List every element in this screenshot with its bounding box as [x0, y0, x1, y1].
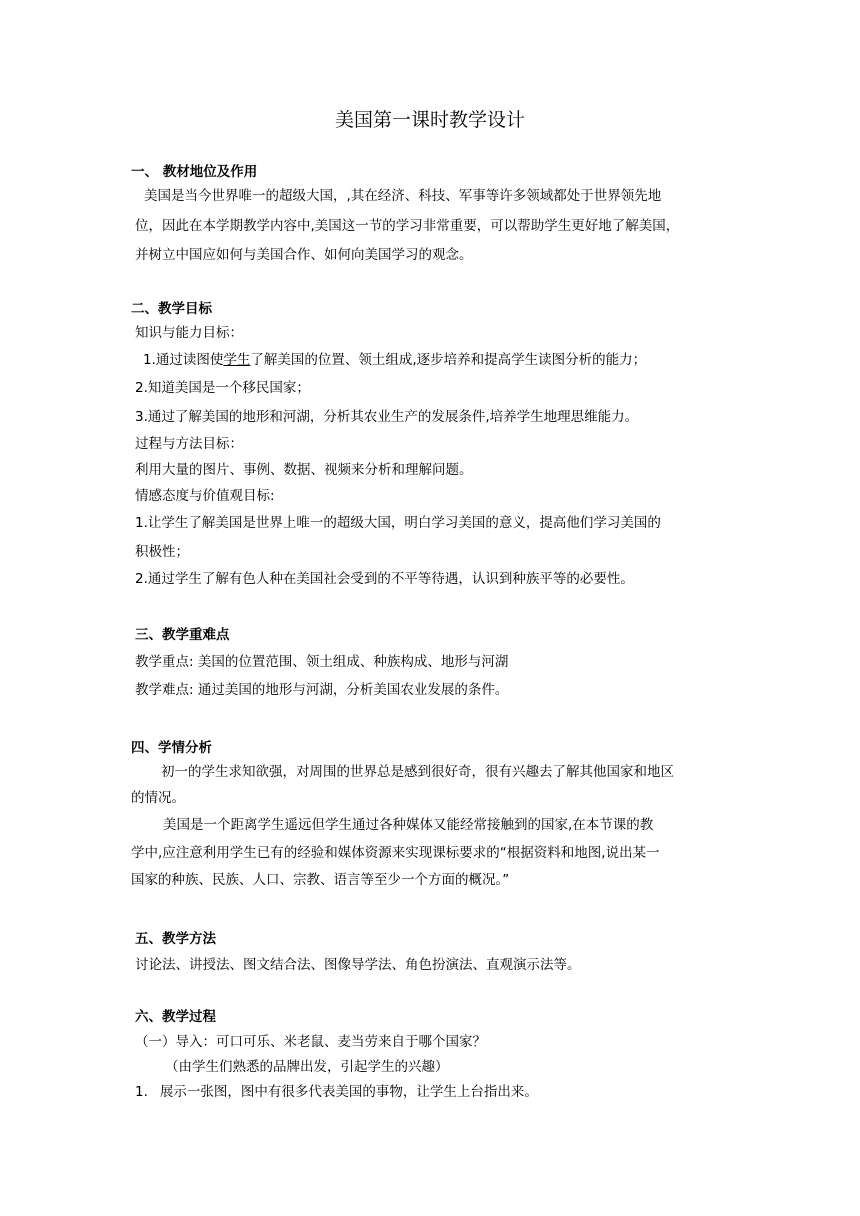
- step-1: [135, 1083, 538, 1101]
- analysis-p1-line-1: 初一的学生求知欲强，对周围的世界总是感到很好奇，很有兴趣去了解其他国家和地区: [161, 764, 674, 780]
- intro-note: （由学生们熟悉的品牌出发，引起学生的兴趣）: [165, 1059, 449, 1075]
- analysis-p2-line-2: 学中,应注意利用学生已有的经验和媒体资源来实现课标要求的“根据资料和地图,说出某一: [131, 845, 660, 861]
- page-title: 美国第一课时教学设计: [334, 109, 525, 131]
- knowledge-goal-1-part-a: 1.通过读图使: [143, 352, 224, 368]
- section-4-heading: 四、学情分析: [131, 740, 212, 756]
- intro-question: （一）导入：可口可乐、米老鼠、麦当劳来自于哪个国家？: [135, 1034, 486, 1050]
- section-1-line-1: 美国是当今世界唯一的超级大国，,其在经济、科技、军事等许多领域都处于世界领先地: [144, 188, 662, 204]
- section-5-heading: 五、教学方法: [135, 931, 216, 947]
- knowledge-goal-1-underlined: 学生: [223, 352, 251, 368]
- emotion-goal-label: 情感态度与价值观目标:: [135, 488, 275, 504]
- emotion-goal-1-line-1: 1.让学生了解美国是世界上唯一的超级大国，明白学习美国的意义，提高他们学习美国的: [135, 515, 661, 531]
- key-point: 教学重点: 美国的位置范围、领土组成、种族构成、地形与河湖: [135, 654, 509, 670]
- section-6-heading: 六、教学过程: [135, 1009, 216, 1025]
- knowledge-goal-1-part-c: 了解美国的位置、领土组成,逐步培养和提高学生读图分析的能力；: [250, 352, 647, 368]
- section-1-line-2: 位，因此在本学期教学内容中,美国这一节的学习非常重要，可以帮助学生更好地了解美国，: [135, 218, 680, 234]
- process-goal-label: 过程与方法目标：: [135, 436, 243, 452]
- methods-text: 讨论法、讲授法、图文结合法、图像导学法、角色扮演法、直观演示法等。: [135, 957, 581, 973]
- step-1-number: 1.: [135, 1084, 148, 1100]
- section-1-line-3: 并树立中国应如何与美国合作、如何向美国学习的观念。: [135, 247, 473, 263]
- emotion-goal-2: 2.通过学生了解有色人种在美国社会受到的不平等待遇，认识到种族平等的必要性。: [135, 571, 634, 587]
- knowledge-goal-3: 3.通过了解美国的地形和河湖，分析其农业生产的发展条件,培养学生地理思维能力。: [135, 409, 639, 425]
- process-goal-text: 利用大量的图片、事例、数据、视频来分析和理解问题。: [135, 462, 473, 478]
- knowledge-goal-1: [143, 351, 646, 369]
- difficult-point: 教学难点: 通过美国的地形与河湖，分析美国农业发展的条件。: [135, 682, 509, 698]
- analysis-p2-line-1: 美国是一个距离学生遥远但学生通过各种媒体又能经常接触到的国家,在本节课的教: [163, 817, 654, 833]
- analysis-p1-line-2: 的情况。: [131, 790, 185, 806]
- section-3-heading: 三、教学重难点: [135, 627, 230, 643]
- analysis-p2-line-3: 国家的种族、民族、人口、宗教、语言等至少一个方面的概况。”: [131, 872, 510, 888]
- emotion-goal-1-line-2: 积极性；: [135, 544, 189, 560]
- step-1-text: 展示一张图，图中有很多代表美国的事物，让学生上台指出来。: [159, 1084, 538, 1100]
- knowledge-goal-2: 2.知道美国是一个移民国家；: [135, 380, 310, 396]
- section-2-heading: 二、教学目标: [131, 301, 212, 317]
- knowledge-goal-label: 知识与能力目标：: [135, 325, 243, 341]
- section-1-heading: 一、 教材地位及作用: [131, 164, 258, 180]
